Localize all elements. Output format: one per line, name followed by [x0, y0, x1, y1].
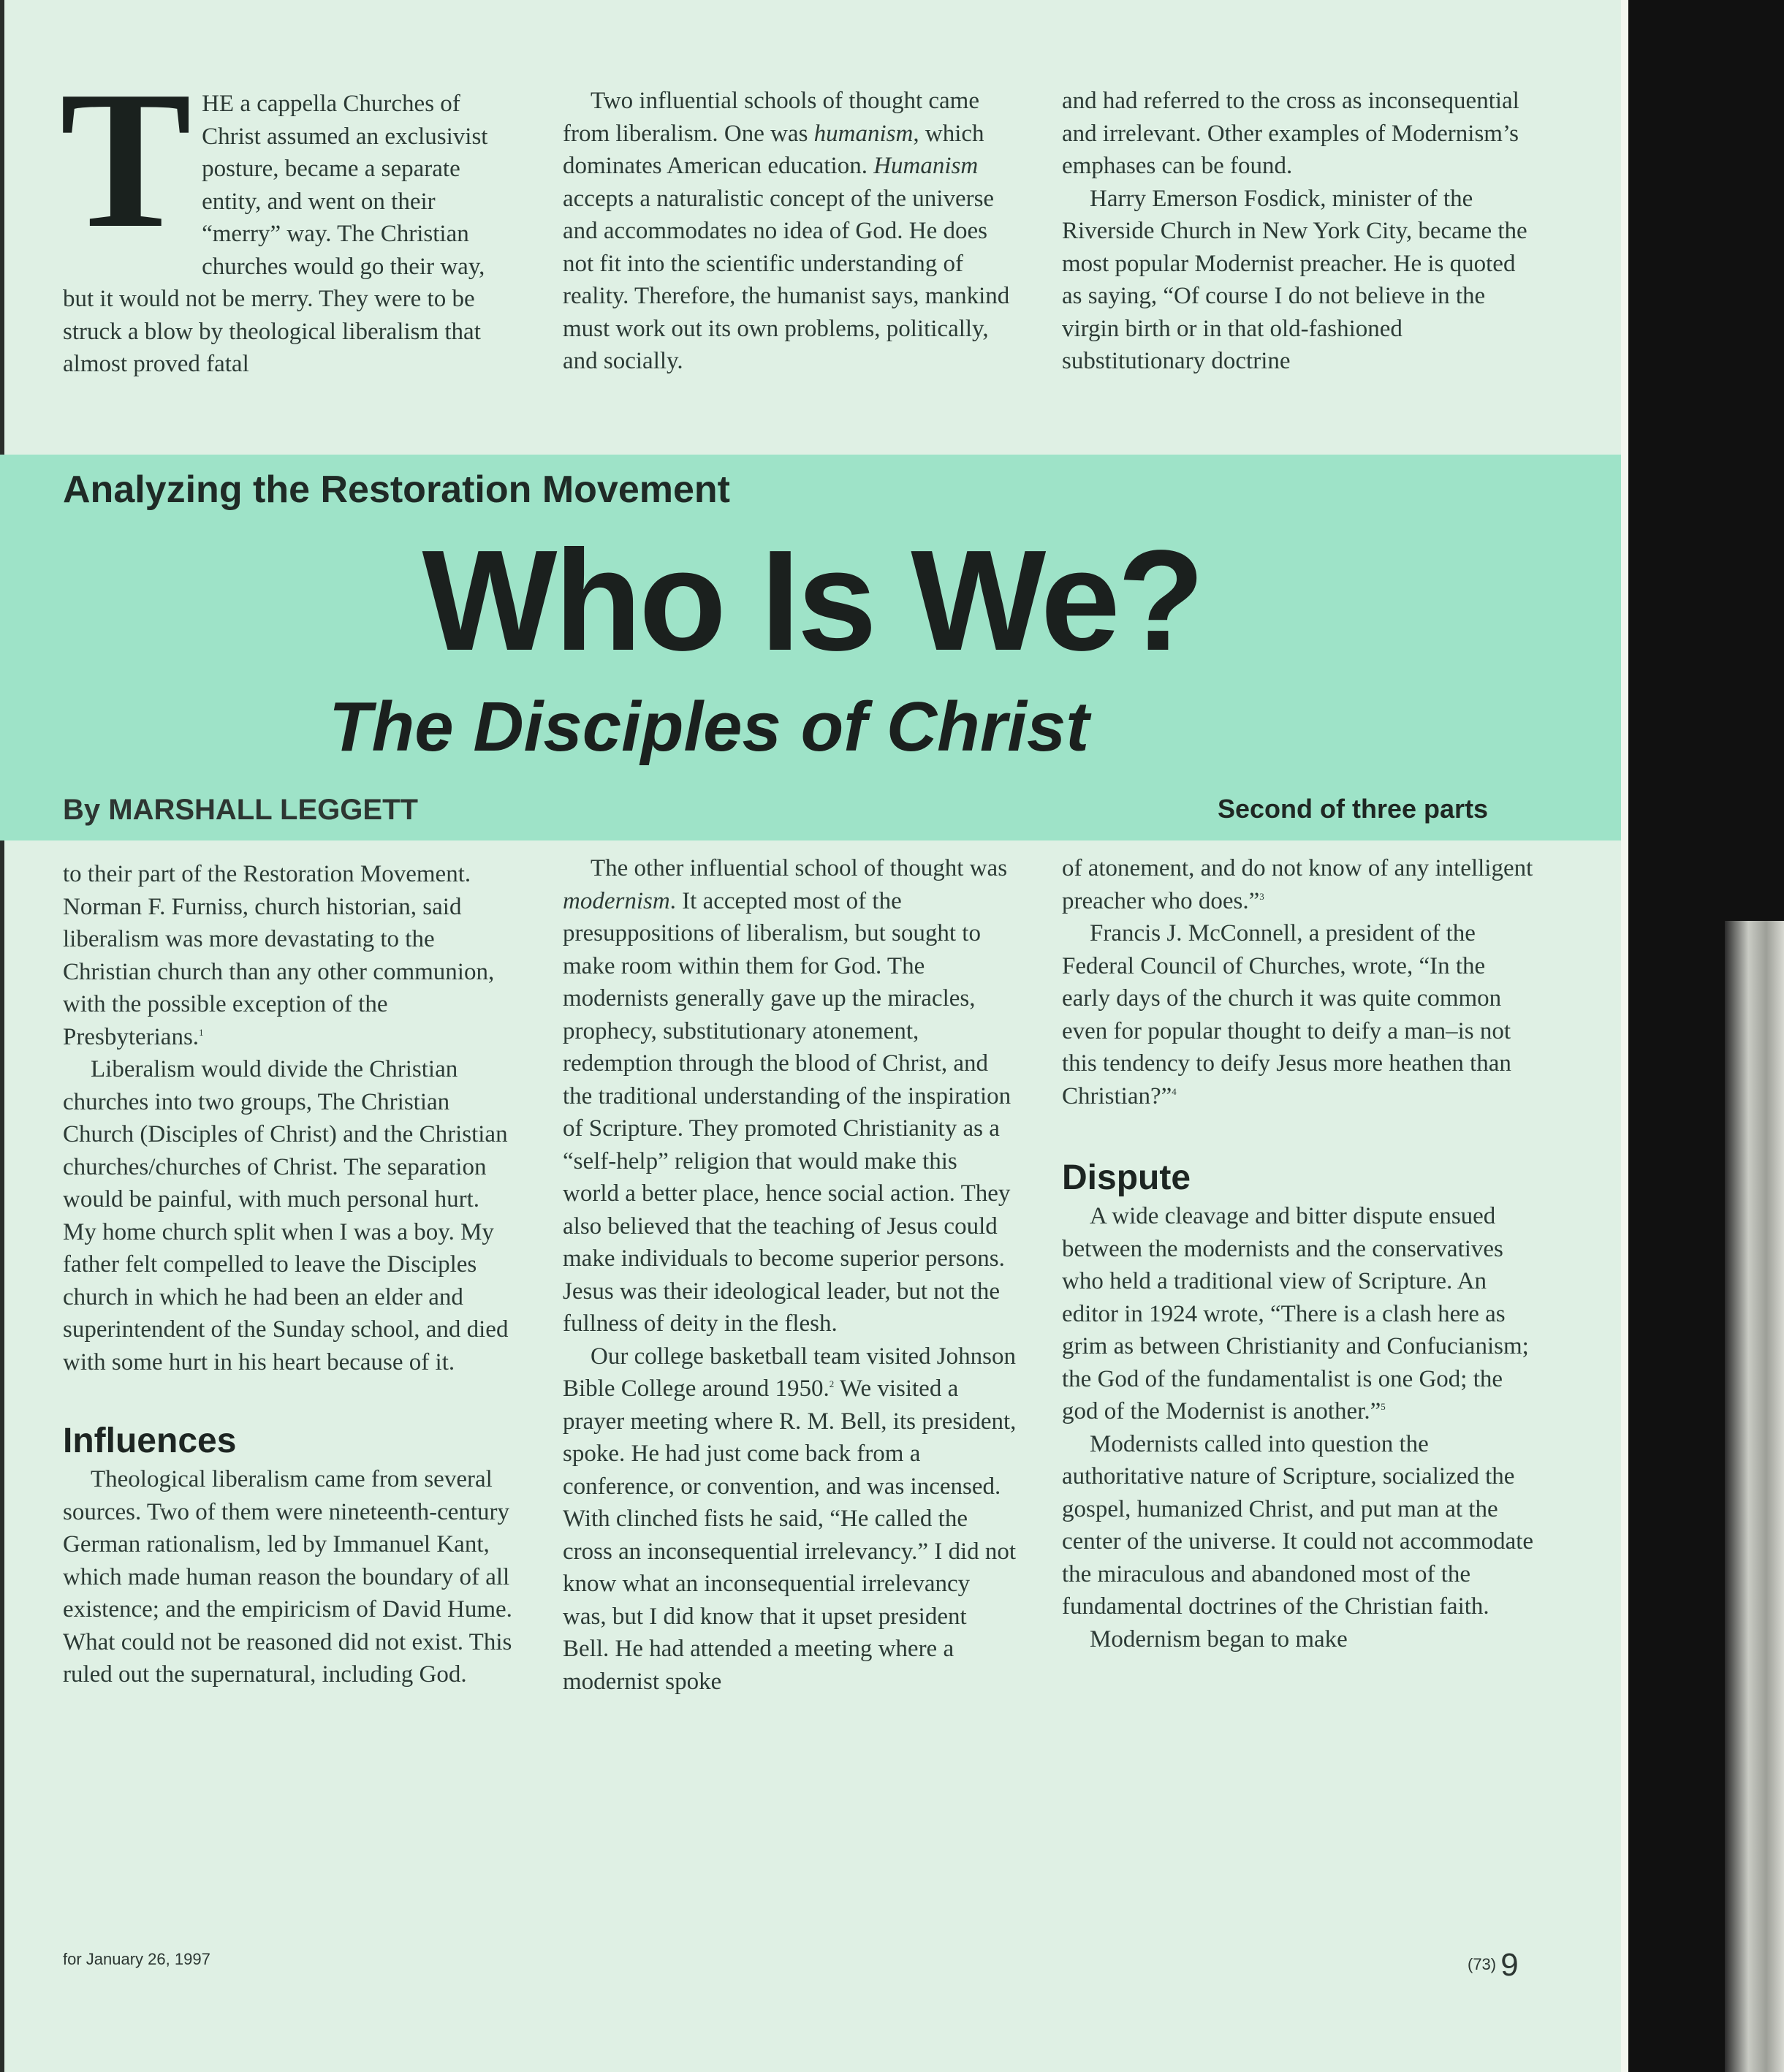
- paragraph: to their part of the Restoration Movement. Norman F. Furniss, church historian, said liberalism was more devastating to the Christian church than any other communion, with the possible exception of the Presbyterians.$^1$: [63, 861, 495, 1050]
- bottom-column-3: [1062, 852, 1537, 1655]
- top-column-3: [1062, 85, 1537, 378]
- top-column-1: [60, 50, 516, 381]
- top-column-2: [563, 85, 1016, 378]
- paragraph: Harry Emerson Fosdick, minister of the Riverside Church in New York City, became the most popular Modernist preacher. He is quoted as saying, “Of course I do not believe in the virgin birth or in that old-fashioned substitutionary doctrine: [1062, 185, 1527, 374]
- paragraph: Francis J. McConnell, a president of the Federal Council of Churches, wrote, “In the early days of the church it was quite common even for popular thought to deify a man–is not this tendency to deify Jesus more heathen than Christian?”$^4$: [1062, 920, 1511, 1109]
- series-label: Second of three parts: [1218, 794, 1489, 824]
- byline: By MARSHALL LEGGETT: [63, 794, 418, 826]
- drop-cap: T: [60, 50, 192, 269]
- kicker: Analyzing the Restoration Movement: [63, 468, 730, 511]
- paragraph: Our college basketball team visited Johnson Bible College around 1950.$^2$ We visited a prayer meeting where R. M. Bell, its president, spoke. He had just come back from a conference, or convention, and was incensed. With clinched fists he said, “He called the cross an inconsequential irrelevancy.” I did not know what an inconsequential irrelevancy was, but I did know that it upset president Bell. He had attended a meeting where a modernist spoke: [563, 1343, 1017, 1695]
- section-heading: Dispute: [1062, 1158, 1191, 1197]
- paragraph: Theological liberalism came from several sources. Two of them were nineteenth-century German rationalism, led by Immanuel Kant, which made human reason the boundary of all existence; and the empiricism of David Hume. What could not be reasoned did not exist. This ruled out the supernatural, including God.: [63, 1466, 512, 1688]
- paragraph: The other influential school of thought was modernism. It accepted most of the presuppositions of liberalism, but sought to make room within them for God. The modernists generally gave up the miracles, prophecy, substitutionary atonement, redemption through the blood of Christ, and the traditional understanding of the inspiration of Scripture. They promoted Christianity as a “self-help” religion that would make this world a better place, hence social action. They also believed that the teaching of Jesus could make individuals to become superior persons. Jesus was their ideological leader, but not the fullness of deity in the flesh.: [563, 855, 1011, 1337]
- section-heading: Influences: [63, 1422, 237, 1460]
- bottom-column-1: [63, 858, 516, 1691]
- page-number: (73) 9: [1468, 1947, 1519, 1983]
- paragraph: Two influential schools of thought came from liberalism. One was humanism, which dominates American education. Humanism accepts a naturalistic concept of the universe and accommodates no idea of God. He does not fit into the scientific understanding of reality. Therefore, the humanist says, mankind must work out its own problems, politically, and socially.: [563, 88, 1010, 374]
- page-edge: [1621, 0, 1628, 2072]
- page-gutter-edge: [0, 0, 4, 2072]
- paragraph: A wide cleavage and bitter dispute ensued between the modernists and the conservatives who held a traditional view of Scripture. An editor in 1924 wrote, “There is a clash here as grim as between Christianity and Confucianism; the God of the fundamentalist is one God; the god of the Modernist is another.”$^5$: [1062, 1203, 1529, 1424]
- issue-date: for January 26, 1997: [63, 1950, 210, 1968]
- paragraph: Modernism began to make: [1090, 1625, 1348, 1652]
- paragraph: and had referred to the cross as inconsequential and irrelevant. Other examples of Modernism’s emphases can be found.: [1062, 88, 1519, 179]
- adjacent-photo-fragment: [1725, 921, 1784, 2072]
- paragraph: Modernists called into question the authoritative nature of Scripture, socialized the gospel, humanized Christ, and put man at the center of the universe. It could not accommodate the miraculous and abandoned most of the fundamental doctrines of the Christian faith.: [1062, 1430, 1534, 1620]
- paragraph: of atonement, and do not know of any intelligent preacher who does.”$^3$: [1062, 855, 1533, 914]
- article-subtitle: The Disciples of Christ: [329, 688, 1090, 766]
- paragraph: Liberalism would divide the Christian churches into two groups, The Christian Church (Disciples of Christ) and the Christian churches/churches of Christ. The separation would be painful, with much personal hurt. My home church split when I was a boy. My father felt compelled to leave the Disciples church in which he had been an elder and superintendent of the Sunday school, and died with some hurt in his heart because of it.: [63, 1056, 509, 1375]
- bottom-column-2: [563, 852, 1017, 1698]
- article-title: Who Is We?: [422, 520, 1202, 680]
- paragraph: HE a cappella Churches of Christ assumed an exclusivist posture, became a separate entity, and went on their “merry” way. The Christian churches would go their way, but it would not be merry. They were to be struck a blow by theological liberalism that almost proved fatal: [63, 91, 488, 377]
